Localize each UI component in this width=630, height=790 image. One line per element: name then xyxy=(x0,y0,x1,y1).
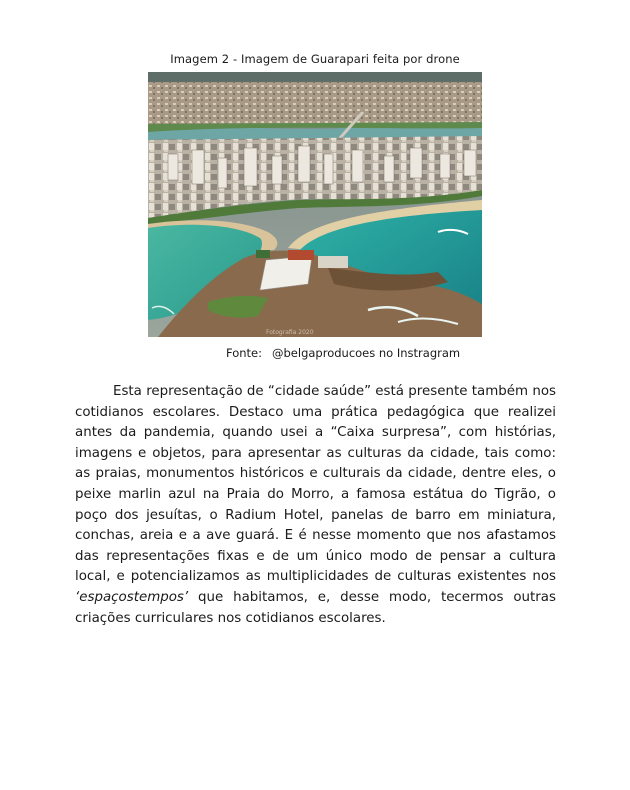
figure-source xyxy=(226,346,460,360)
figure-caption: Imagem 2 - Imagem de Guarapari feita por drone xyxy=(170,52,460,66)
paragraph-emphasis: ‘espaçostempos’ xyxy=(75,589,189,605)
body-paragraph xyxy=(75,382,556,629)
photo-watermark: Fotografia 2020 xyxy=(266,329,314,336)
paragraph-text-part2: que habitamos, e, desse modo, tecermos outras criações curriculares nos cotidianos escolares. xyxy=(75,589,556,626)
source-label: Fonte: xyxy=(226,346,262,360)
paragraph-text-part1: Esta representação de “cidade saúde” está presente também nos cotidianos escolares. Destaco uma prática pedagógica que realizei antes da pandemia, quando usei a “Caixa surpresa”, com histórias, imagens e objetos, para apresentar as culturas da cidade, tais como: as praias, monumentos históricos e culturais da cidade, dentre eles, o peixe marlin azul na Praia do Morro, a famosa estátua do Tigrão, o poço dos jesuítas, o Radium Hotel, panelas de barro em miniatura, conchas, areia e a ave guará. E é nesse momento que nos afastamos das representações fixas e de um único modo de pensar a cultura local, e potencializamos as multiplicidades de culturas existentes nos xyxy=(75,384,556,585)
source-handle: @belgaproducoes no Instragram xyxy=(272,346,461,360)
aerial-photo-guarapari xyxy=(148,72,482,337)
